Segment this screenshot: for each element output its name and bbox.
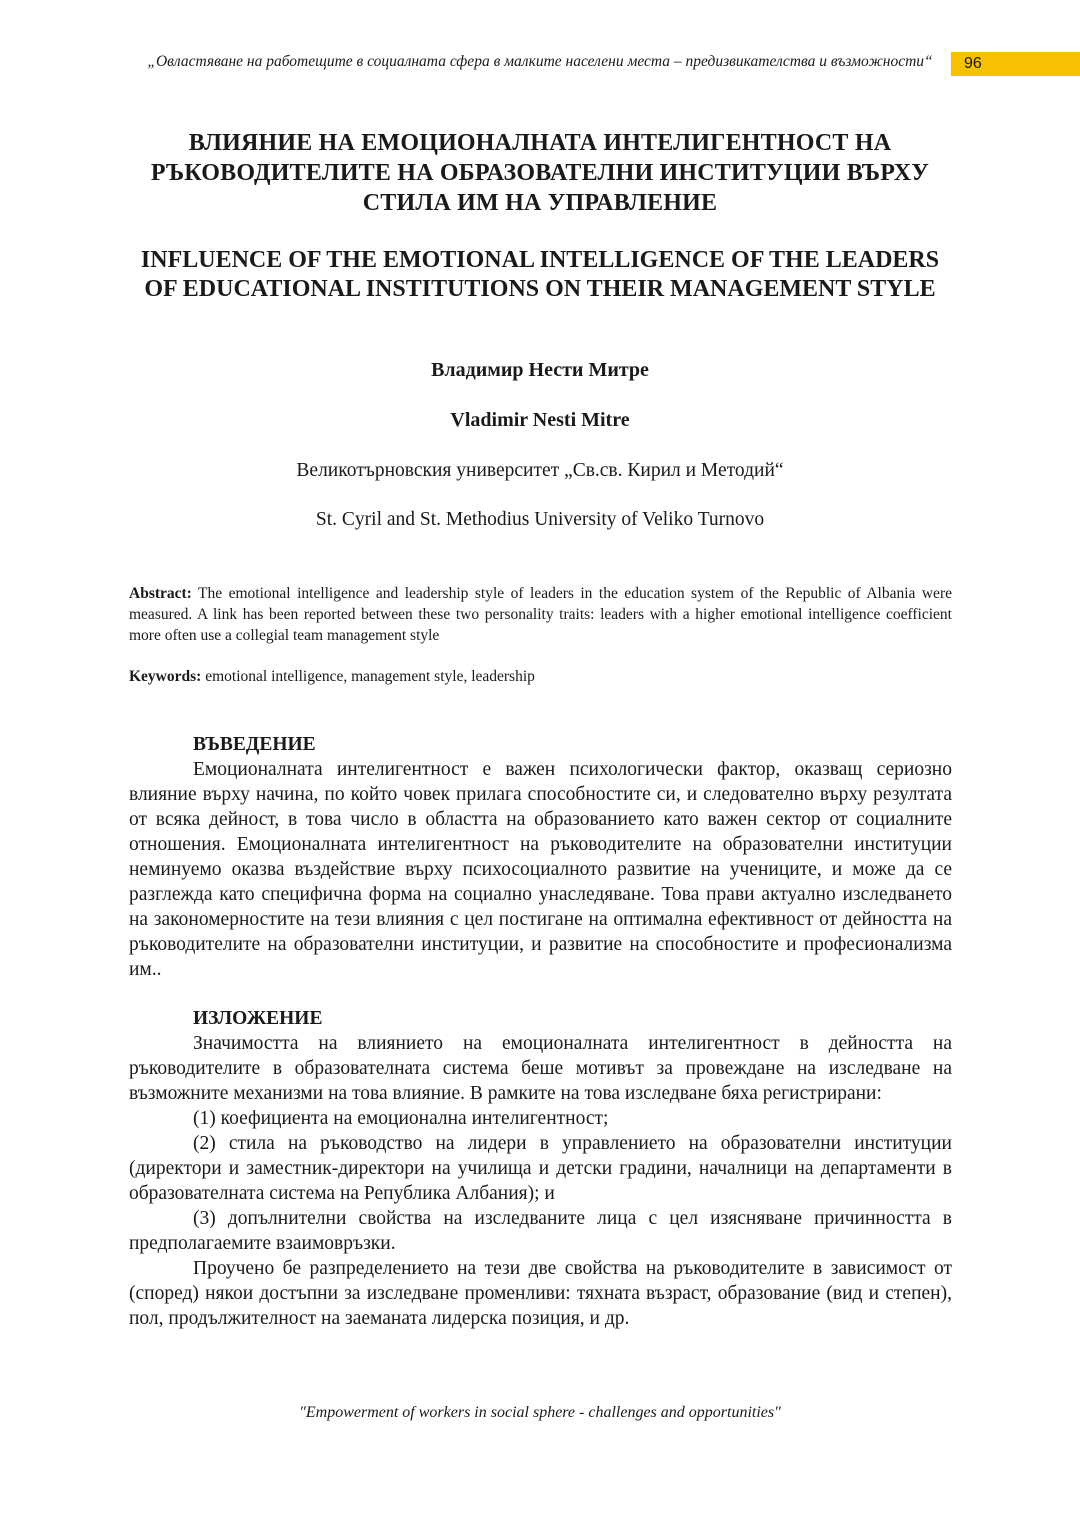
keywords-label: Keywords: [129, 668, 202, 685]
author-name-bg: Владимир Нести Митре [431, 359, 649, 381]
abstract-text: The emotional intelligence and leadership style of leaders in the education system of the Republic of Albania were measured. A link has been reported between these two personality traits: leaders with a higher emotional intelligence coefficient more often use a collegial team management style [129, 585, 952, 644]
introduction-paragraph: Емоционалната интелигентност е важен психологически фактор, оказващ сериозно влияние върху начина, по който човек прилага способностите си, и следователно върху резултата от всяка дейност, в това число в областта на образованието като важен сектор от социалните отношения. Емоционалната интелигентност на ръководителите на образователни институции неминуемо оказва въздействие върху психосоциалното развитие на учениците, и може да се разглежда като специфична форма на социално унаследяване. Това прави актуално изследването на закономерностите на тези влияния с цел постигане на оптимална ефективност от дейността на ръководителите на образователни институции, и развитие на способностите и професионализма им.. [129, 759, 952, 980]
exposition-paragraph-1: Значимостта на влиянието на емоционалната интелигентност в дейността на ръководителите в образователната система беше мотивът за провеждане на изследване на възможните механизми на това влияние. В рамките на това изследване бяха регистрирани: [129, 1033, 952, 1104]
exposition-item-1: (1) коефициента на емоционална интелигентност; [193, 1108, 609, 1129]
exposition-item-2: (2) стила на ръководство на лидери в управлението на образователни институции (директори и заместник-директори на училища и детски градини, началници на департаменти в образователната система на Република Албания); и [129, 1133, 952, 1204]
affiliation-en: St. Cyril and St. Methodius University of Veliko Turnovo [315, 509, 765, 530]
exposition-section [129, 1006, 952, 1331]
running-footer: "Empowerment of workers in social sphere - challenges and opportunities" [299, 1404, 781, 1421]
introduction-section [129, 732, 952, 982]
exposition-paragraph-2: Проучено бе разпределението на тези две свойства на ръководителите в зависимост от (според) някои достъпни за изследване променливи: тяхната възраст, образование (вид и степен), пол, продължителност на заеманата лидерска позиция, и др. [129, 1258, 952, 1329]
introduction-heading: ВЪВЕДЕНИЕ [193, 734, 316, 755]
page-number-badge: 96 [951, 52, 1080, 76]
title-english: INFLUENCE OF THE EMOTIONAL INTELLIGENCE OF THE LEADERS OF EDUCATIONAL INSTITUTIONS ON THEIR MANAGEMENT STYLE [140, 247, 940, 302]
exposition-item-3: (3) допълнителни свойства на изследваните лица с цел изясняване причинността в предполагаемите взаимовръзки. [129, 1208, 952, 1254]
exposition-heading: ИЗЛОЖЕНИЕ [193, 1008, 323, 1029]
keywords [129, 666, 952, 687]
running-header: „Овластяване на работещите в социалната сфера в малките населени места – предизвикателства и възможности“ [147, 53, 933, 70]
affiliation-bg: Великотърновския университет „Св.св. Кирил и Методий“ [296, 460, 784, 481]
keywords-text: emotional intelligence, management style, leadership [205, 668, 535, 685]
abstract [129, 583, 952, 646]
author-name-en: Vladimir Nesti Mitre [450, 409, 630, 431]
abstract-label: Abstract: [129, 585, 192, 602]
title-bulgarian: ВЛИЯНИЕ НА ЕМОЦИОНАЛНАТА ИНТЕЛИГЕНТНОСТ НА РЪКОВОДИТЕЛИТЕ НА ОБРАЗОВАТЕЛНИ ИНСТИТУЦИИ ВЪРХУ СТИЛА ИМ НА УПРАВЛЕНИЕ [150, 130, 930, 216]
